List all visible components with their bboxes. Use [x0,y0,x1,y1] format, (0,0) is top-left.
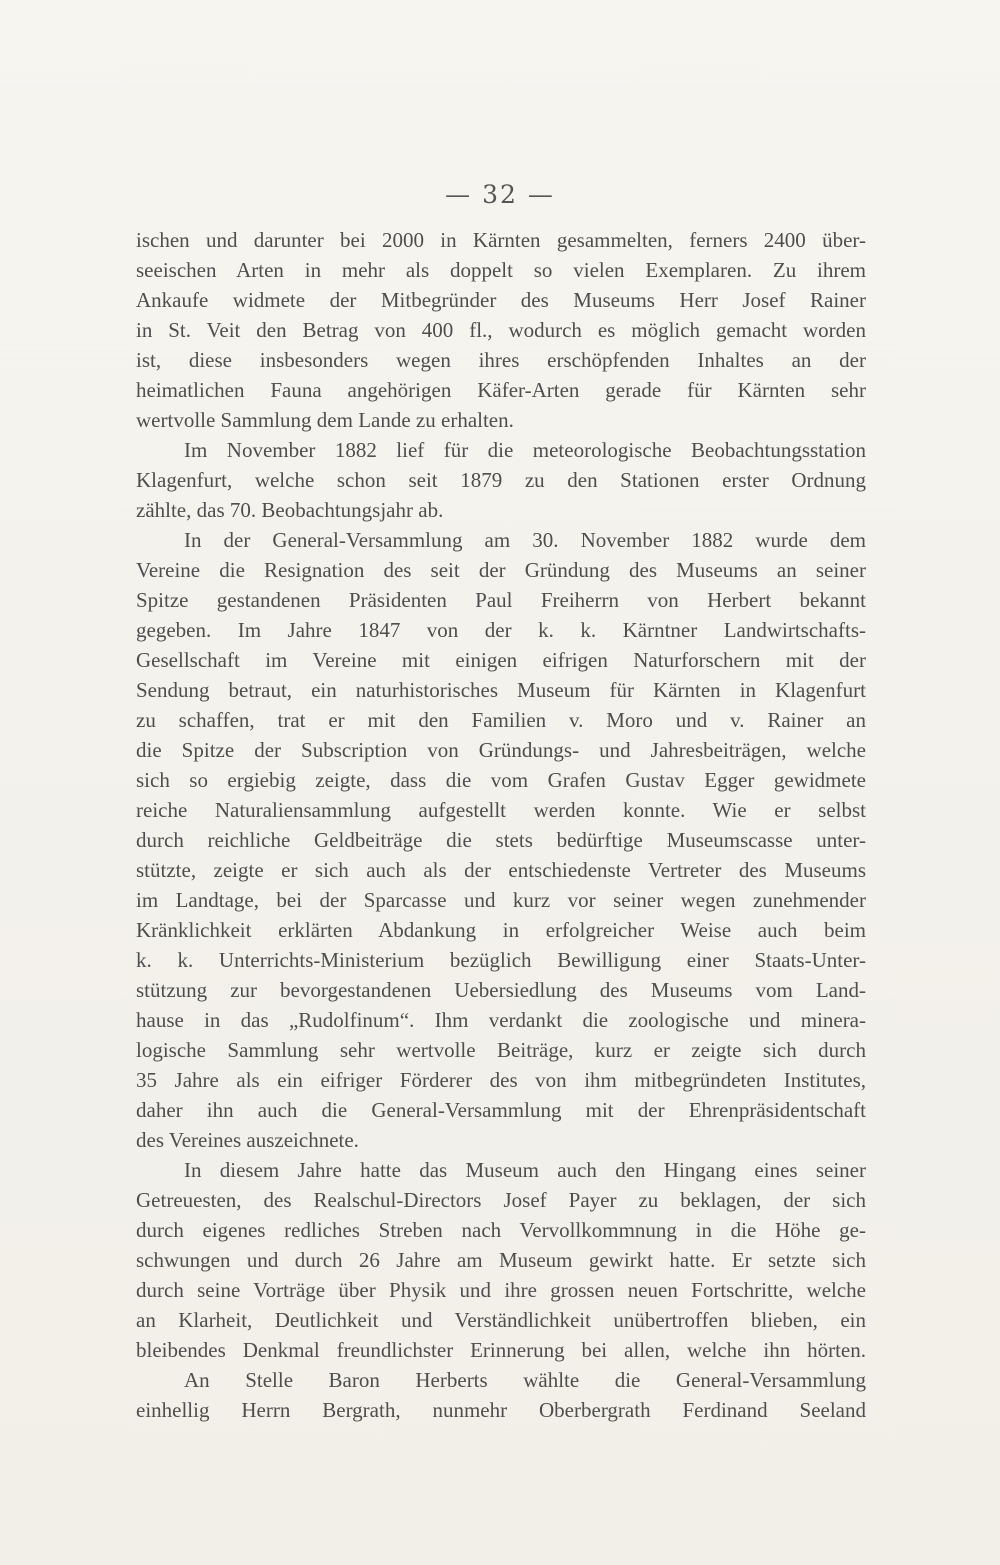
text-line: die Spitze der Subscription von Gründungs- und Jahresbeiträgen, welche [136,738,866,762]
text-line: ist, diese insbesonders wegen ihres erschöpfenden Inhaltes an der [136,348,866,372]
text-line: In der General-Versammlung am 30. November 1882 wurde dem [184,528,866,552]
text-line: seeischen Arten in mehr als doppelt so vielen Exemplaren. Zu ihrem [136,258,866,282]
text-line: einhellig Herrn Bergrath, nunmehr Oberbergrath Ferdinand Seeland [136,1398,866,1422]
text-line: an Klarheit, Deutlichkeit und Verständlichkeit unübertroffen blieben, ein [136,1308,866,1332]
text-line: bleibendes Denkmal freundlichster Erinnerung bei allen, welche ihn hörten. [136,1338,866,1362]
text-line: in St. Veit den Betrag von 400 fl., wodurch es möglich gemacht worden [136,318,866,342]
text-line: logische Sammlung sehr wertvolle Beiträge, kurz er zeigte sich durch [136,1038,866,1062]
text-line: Getreuesten, des Realschul-Directors Josef Payer zu beklagen, der sich [136,1188,866,1212]
text-line: zu schaffen, trat er mit den Familien v. Moro und v. Rainer an [136,708,866,732]
text-line: durch eigenes redliches Streben nach Vervollkommnung in die Höhe ge- [136,1218,866,1242]
text-line: stützte, zeigte er sich auch als der entschiedenste Vertreter des Museums [136,858,866,882]
text-line: Kränklichkeit erklärten Abdankung in erfolgreicher Weise auch beim [136,918,866,942]
text-line: schwungen und durch 26 Jahre am Museum gewirkt hatte. Er setzte sich [136,1248,866,1272]
text-line: daher ihn auch die General-Versammlung mit der Ehrenpräsidentschaft [136,1098,866,1122]
text-line: des Vereines auszeichnete. [136,1128,359,1152]
text-line: An Stelle Baron Herberts wählte die General-Versammlung [184,1368,866,1392]
text-line: reiche Naturaliensammlung aufgestellt werden konnte. Wie er selbst [136,798,866,822]
text-line: Im November 1882 lief für die meteorologische Beobachtungsstation [184,438,866,462]
text-line: wertvolle Sammlung dem Lande zu erhalten. [136,408,514,432]
page-number: — 32 — [445,180,555,209]
text-line: k. k. Unterrichts-Ministerium bezüglich Bewilligung einer Staats-Unter- [136,948,866,972]
text-line: hause in das „Rudolfinum“. Ihm verdankt die zoologische und minera- [136,1008,866,1032]
text-line: Gesellschaft im Vereine mit einigen eifrigen Naturforschern mit der [136,648,866,672]
text-line: sich so ergiebig zeigte, dass die vom Grafen Gustav Egger gewidmete [136,768,866,792]
text-line: durch reichliche Geldbeiträge die stets bedürftige Museumscasse unter- [136,828,866,852]
text-line: Ankaufe widmete der Mitbegründer des Museums Herr Josef Rainer [136,288,866,312]
text-line: Vereine die Resignation des seit der Gründung des Museums an seiner [136,558,866,582]
text-line: Sendung betraut, ein naturhistorisches Museum für Kärnten in Klagenfurt [136,678,866,702]
text-line: In diesem Jahre hatte das Museum auch den Hingang eines seiner [184,1158,866,1182]
text-line: Spitze gestandenen Präsidenten Paul Freiherrn von Herbert bekannt [136,588,866,612]
text-line: 35 Jahre als ein eifriger Förderer des von ihm mitbegründeten Institutes, [136,1068,866,1092]
text-line: zählte, das 70. Beobachtungsjahr ab. [136,498,444,522]
body-text [136,225,866,1425]
text-line: heimatlichen Fauna angehörigen Käfer-Arten gerade für Kärnten sehr [136,378,866,402]
text-line: gegeben. Im Jahre 1847 von der k. k. Kärntner Landwirtschafts- [136,618,866,642]
text-line: im Landtage, bei der Sparcasse und kurz vor seiner wegen zunehmender [136,888,866,912]
text-line: durch seine Vorträge über Physik und ihre grossen neuen Fortschritte, welche [136,1278,866,1302]
text-line: Klagenfurt, welche schon seit 1879 zu den Stationen erster Ordnung [136,468,866,492]
text-line: stützung zur bevorgestandenen Uebersiedlung des Museums vom Land- [136,978,866,1002]
text-line: ischen und darunter bei 2000 in Kärnten gesammelten, ferners 2400 über- [136,228,866,252]
